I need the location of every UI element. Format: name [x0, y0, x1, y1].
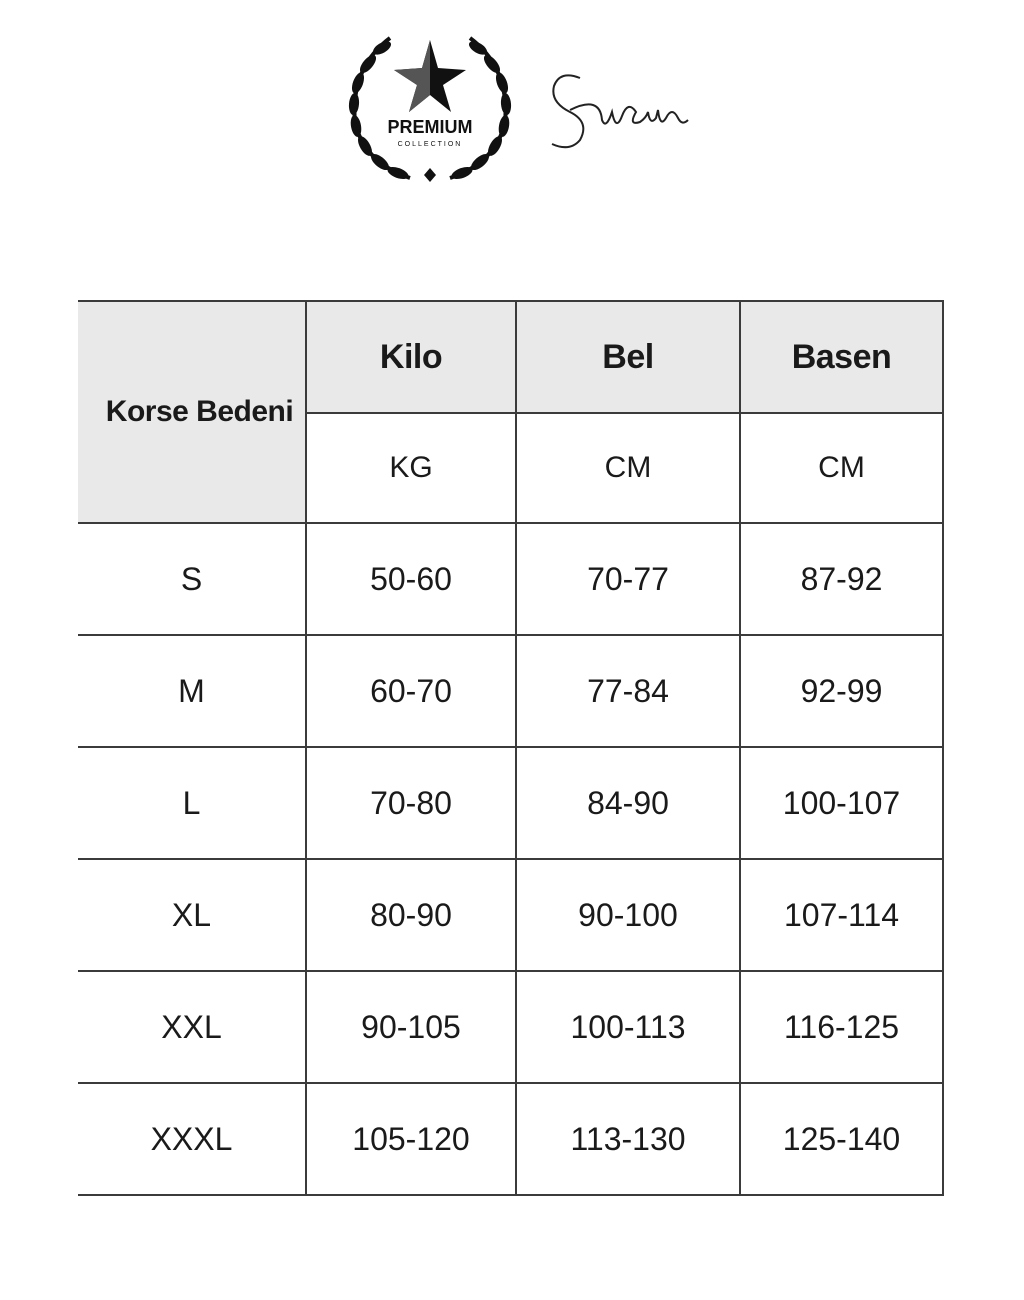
svein-signature	[540, 60, 700, 160]
basen-cell: 125-140	[740, 1083, 943, 1195]
kilo-cell: 70-80	[306, 747, 516, 859]
table-row	[78, 1083, 943, 1195]
size-cell: XL	[78, 859, 306, 971]
unit-bel: CM	[516, 413, 740, 523]
table-row	[78, 635, 943, 747]
corner-header: Korse Bedeni	[78, 301, 306, 523]
table-row	[78, 859, 943, 971]
kilo-cell: 105-120	[306, 1083, 516, 1195]
bel-cell: 100-113	[516, 971, 740, 1083]
size-cell: XXL	[78, 971, 306, 1083]
table-row	[78, 523, 943, 635]
size-cell: M	[78, 635, 306, 747]
table-row	[78, 971, 943, 1083]
kilo-cell: 80-90	[306, 859, 516, 971]
table-row	[78, 747, 943, 859]
size-cell: L	[78, 747, 306, 859]
emblem-subtitle: COLLECTION	[397, 141, 463, 148]
size-chart-table	[78, 300, 944, 1196]
column-header-kilo: Kilo	[306, 301, 516, 413]
basen-cell: 87-92	[740, 523, 943, 635]
premium-collection-emblem	[330, 28, 530, 188]
unit-kilo: KG	[306, 413, 516, 523]
basen-cell: 92-99	[740, 635, 943, 747]
basen-cell: 116-125	[740, 971, 943, 1083]
brand-header	[0, 0, 1024, 200]
kilo-cell: 60-70	[306, 635, 516, 747]
column-header-bel: Bel	[516, 301, 740, 413]
size-cell: S	[78, 523, 306, 635]
emblem-title: PREMIUM	[387, 117, 473, 137]
basen-cell: 107-114	[740, 859, 943, 971]
bel-cell: 77-84	[516, 635, 740, 747]
kilo-cell: 50-60	[306, 523, 516, 635]
basen-cell: 100-107	[740, 747, 943, 859]
size-cell: XXXL	[78, 1083, 306, 1195]
bel-cell: 70-77	[516, 523, 740, 635]
bel-cell: 84-90	[516, 747, 740, 859]
unit-basen: CM	[740, 413, 943, 523]
bel-cell: 113-130	[516, 1083, 740, 1195]
column-header-basen: Basen	[740, 301, 943, 413]
bel-cell: 90-100	[516, 859, 740, 971]
kilo-cell: 90-105	[306, 971, 516, 1083]
